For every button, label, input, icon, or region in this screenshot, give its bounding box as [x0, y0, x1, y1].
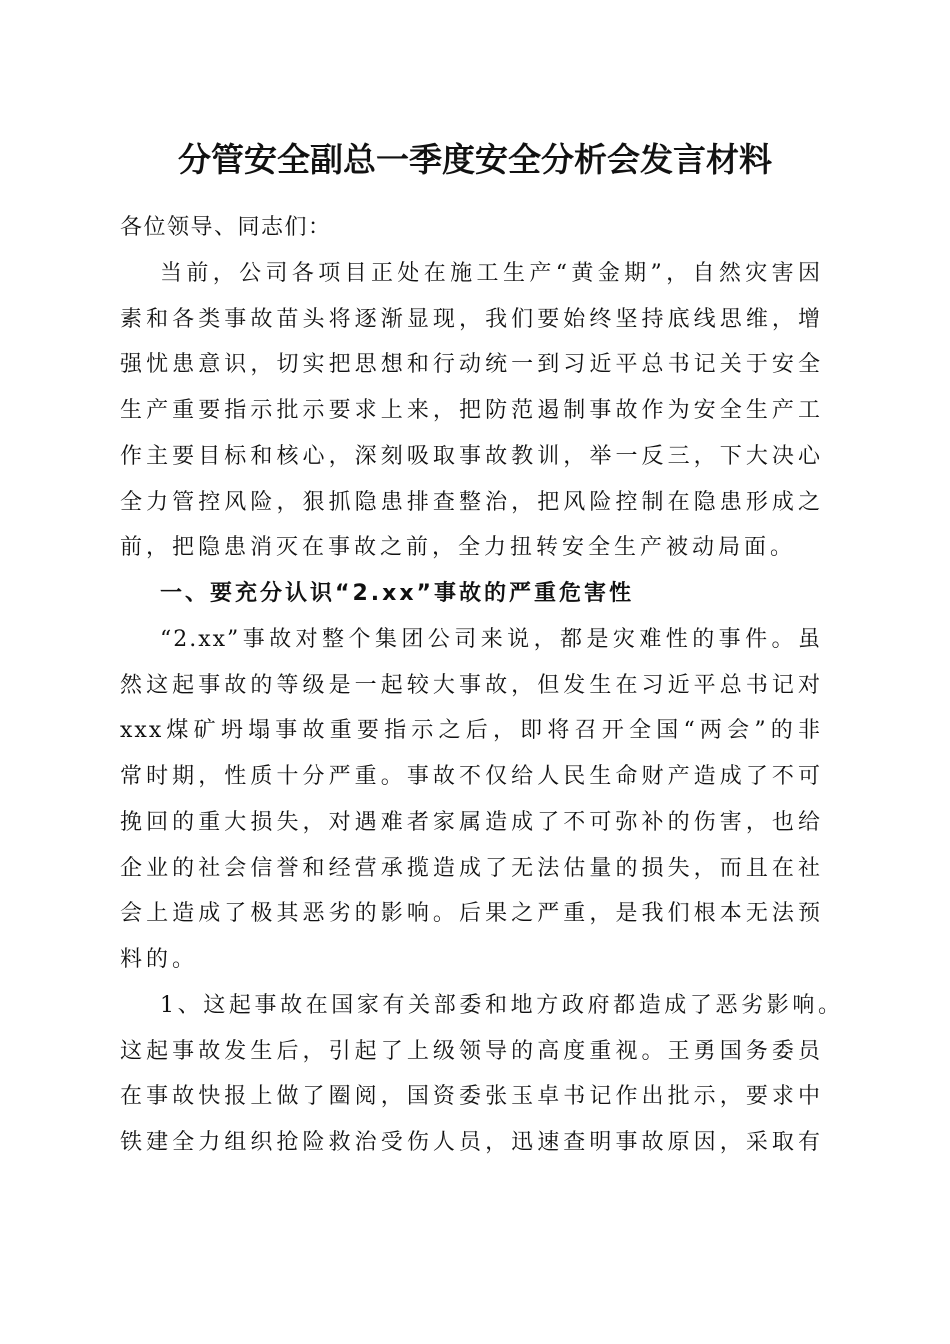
paragraph-line: 这起事故发生后，引起了上级领导的高度重视。王勇国务委员: [120, 1038, 822, 1064]
paragraph-line: “2.xx”事故对整个集团公司来说，都是灾难性的事件。虽: [160, 626, 822, 652]
section-paragraph: [120, 617, 842, 983]
paragraph-line: 前，把隐患消灭在事故之前，全力扭转安全生产被动局面。: [120, 535, 797, 561]
paragraph-line: 生产重要指示批示要求上来，把防范遏制事故作为安全生产工: [120, 398, 822, 423]
document-body: [120, 205, 842, 1166]
paragraph-line: 料的。: [120, 947, 199, 972]
paragraph-line: 铁建全力组织抢险救治受伤人员，迅速查明事故原因，采取有: [120, 1130, 822, 1155]
paragraph-line: 在事故快报上做了圈阅，国资委张玉卓书记作出批示，要求中: [120, 1084, 822, 1110]
salutation: 各位领导、同志们：: [120, 215, 332, 240]
paragraph-line: xxx煤矿坍塌事故重要指示之后，即将召开全国“两会”的非: [120, 718, 822, 744]
paragraph-line: 企业的社会信誉和经营承揽造成了无法估量的损失，而且在社: [120, 855, 822, 881]
paragraph-line: 全力管控风险，狠抓隐患排查整治，把风险控制在隐患形成之: [120, 489, 822, 515]
point-paragraph: [120, 983, 842, 1166]
document-title: 分管安全副总一季度安全分析会发言材料: [178, 140, 772, 179]
section-heading: 一、要充分认识“2.xx”事故的严重危害性: [160, 581, 634, 606]
intro-paragraph: [120, 251, 842, 571]
paragraph-line: 1、这起事故在国家有关部委和地方政府都造成了恶劣影响。: [160, 992, 842, 1018]
paragraph-line: 会上造成了极其恶劣的影响。后果之严重，是我们根本无法预: [120, 901, 822, 927]
paragraph-line: 作主要目标和核心，深刻吸取事故教训，举一反三，下大决心: [120, 443, 822, 469]
paragraph-line: 当前，公司各项目正处在施工生产“黄金期”，自然灾害因: [160, 260, 822, 286]
paragraph-line: 然这起事故的等级是一起较大事故，但发生在习近平总书记对: [120, 672, 822, 698]
paragraph-line: 常时期，性质十分严重。事故不仅给人民生命财产造成了不可: [120, 764, 822, 789]
paragraph-line: 挽回的重大损失，对遇难者家属造成了不可弥补的伤害，也给: [120, 809, 822, 835]
paragraph-line: 强忧患意识，切实把思想和行动统一到习近平总书记关于安全: [120, 352, 822, 378]
paragraph-line: 素和各类事故苗头将逐渐显现，我们要始终坚持底线思维，增: [120, 306, 822, 332]
